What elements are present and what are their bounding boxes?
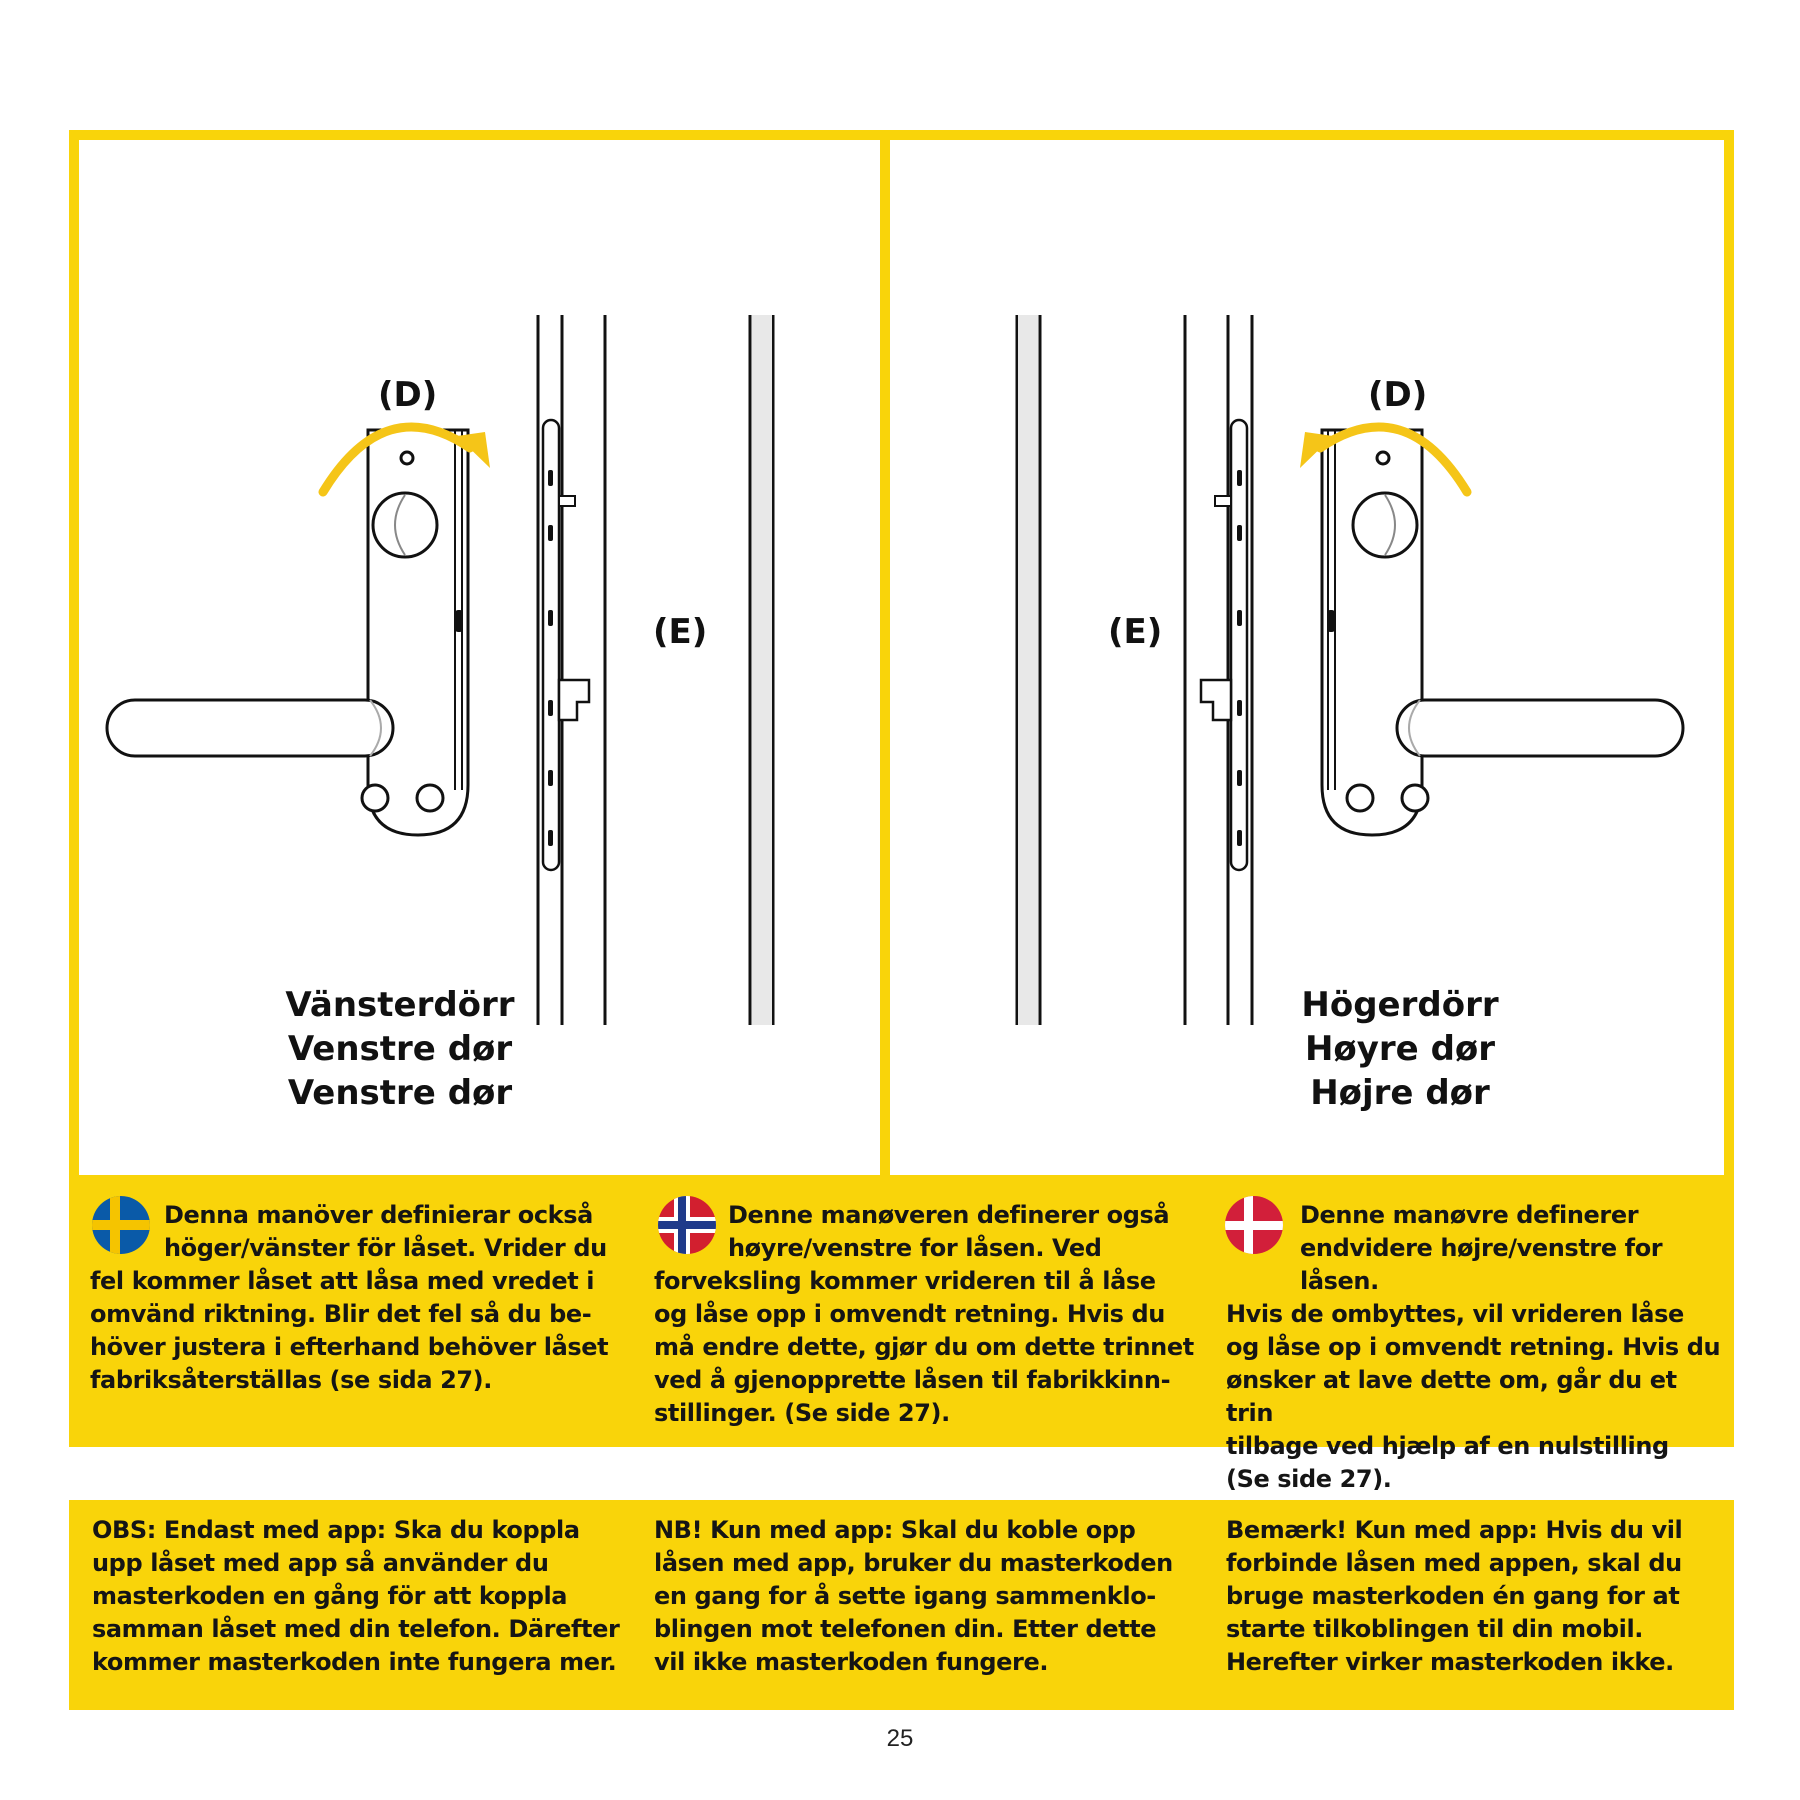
note-sv-line: Denna manöver definierar också: [164, 1201, 593, 1229]
left-door-sv: Vänsterdörr: [285, 985, 515, 1025]
app-note-no-line: en gang for å sette igang sammenklo-: [654, 1582, 1156, 1610]
page-number: 25: [886, 1725, 914, 1752]
note-da-line: Denne manøvre definerer: [1300, 1201, 1639, 1229]
left-door-caption: [260, 983, 540, 1115]
note-da-line: (Se side 27).: [1226, 1465, 1392, 1493]
right-door-no: Høyre dør: [1304, 1029, 1496, 1069]
left-door-no: Venstre dør: [287, 1029, 513, 1069]
app-note-da-line: forbinde låsen med appen, skal du: [1226, 1549, 1682, 1577]
app-note-no-line: vil ikke masterkoden fungere.: [654, 1648, 1049, 1676]
note-no-line: forveksling kommer vrideren til å låse: [654, 1267, 1156, 1295]
note-sv-line: höger/vänster för låset. Vrider du: [164, 1234, 607, 1262]
note-sv-line: höver justera i efterhand behöver låset: [90, 1333, 609, 1361]
note-no-line: høyre/venstre for låsen. Ved: [728, 1234, 1102, 1262]
label-e-left: (E): [653, 612, 708, 652]
app-note-da-line: Herefter virker masterkoden ikke.: [1226, 1648, 1674, 1676]
note-da-line: endvidere højre/venstre for låsen.: [1300, 1234, 1663, 1295]
app-note-no-line: blingen mot telefonen din. Etter dette: [654, 1615, 1157, 1643]
note-da: [1226, 1199, 1726, 1496]
note-sv: [90, 1199, 610, 1397]
app-note-da-line: Bemærk! Kun med app: Hvis du vil: [1226, 1516, 1683, 1544]
label-d-left: (D): [378, 375, 438, 415]
note-no-line: og låse opp i omvendt retning. Hvis du: [654, 1300, 1165, 1328]
note-no-line: må endre dette, gjør du om dette trinnet: [654, 1333, 1194, 1361]
app-note-sv-line: kommer masterkoden inte fungera mer.: [92, 1648, 617, 1676]
note-da-line: ønsker at lave dette om, går du et trin: [1226, 1366, 1677, 1427]
right-door-sv: Högerdörr: [1301, 985, 1499, 1025]
note-sv-line: fabriksåterställas (se sida 27).: [90, 1366, 492, 1394]
app-note-sv-line: upp låset med app så använder du: [92, 1549, 549, 1577]
note-sv-line: fel kommer låset att låsa med vredet i: [90, 1267, 595, 1295]
note-no: [654, 1199, 1194, 1430]
note-no-line: Denne manøveren definerer også: [728, 1201, 1170, 1229]
label-e-right: (E): [1108, 612, 1163, 652]
note-no-line: stillinger. (Se side 27).: [654, 1399, 950, 1427]
note-da-line: Hvis de ombyttes, vil vrideren låse: [1226, 1300, 1684, 1328]
app-note-da-line: starte tilkoblingen til din mobil.: [1226, 1615, 1644, 1643]
app-note-da: [1226, 1514, 1726, 1679]
label-d-right: (D): [1368, 375, 1428, 415]
right-door-da: Højre dør: [1310, 1073, 1490, 1113]
app-note-no-line: låsen med app, bruker du masterkoden: [654, 1549, 1173, 1577]
app-note-sv-line: OBS: Endast med app: Ska du koppla: [92, 1516, 580, 1544]
app-note-da-line: bruge masterkoden én gang for at: [1226, 1582, 1680, 1610]
note-sv-line: omvänd riktning. Blir det fel så du be-: [90, 1300, 592, 1328]
note-no-line: ved å gjenopprette låsen til fabrikkinn-: [654, 1366, 1171, 1394]
app-note-sv: [92, 1514, 632, 1679]
app-note-no-line: NB! Kun med app: Skal du koble opp: [654, 1516, 1136, 1544]
app-note-sv-line: samman låset med din telefon. Därefter: [92, 1615, 620, 1643]
left-door-da: Venstre dør: [287, 1073, 513, 1113]
note-da-line: og låse op i omvendt retning. Hvis du: [1226, 1333, 1721, 1361]
right-door-caption: [1260, 983, 1540, 1115]
app-note-sv-line: masterkoden en gång för att koppla: [92, 1582, 568, 1610]
app-note-no: [654, 1514, 1194, 1679]
note-da-line: tilbage ved hjælp af en nulstilling: [1226, 1432, 1669, 1460]
